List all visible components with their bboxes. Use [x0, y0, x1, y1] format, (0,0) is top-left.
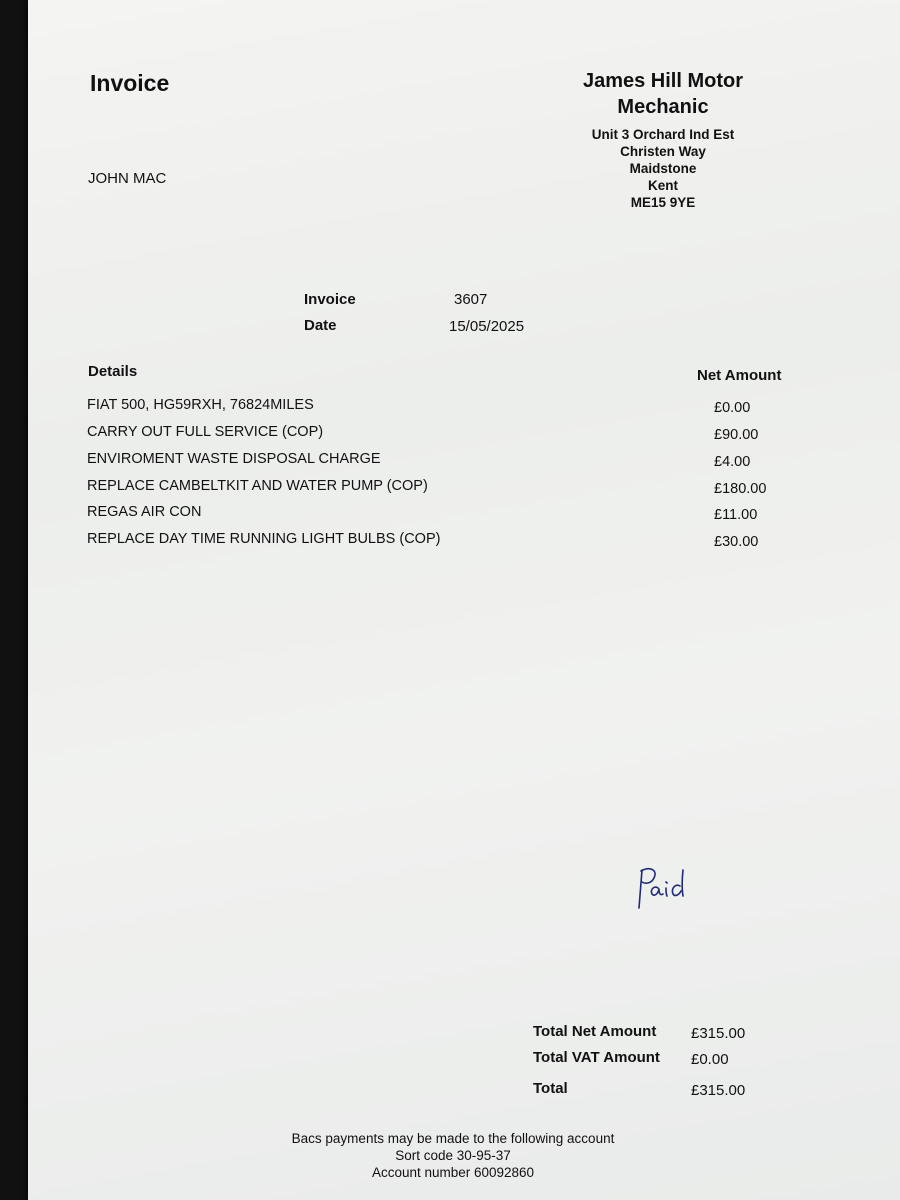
address-line: Maidstone — [629, 161, 697, 176]
customer-name: JOHN MAC — [88, 170, 167, 187]
line-item-desc: ENVIROMENT WASTE DISPOSAL CHARGE — [87, 451, 381, 467]
company-address — [548, 126, 778, 211]
address-line: Kent — [648, 178, 678, 193]
details-header: Details — [88, 363, 138, 380]
total-vat-label: Total VAT Amount — [533, 1049, 660, 1066]
invoice-title: Invoice — [90, 70, 170, 96]
date-value: 15/05/2025 — [449, 318, 525, 335]
bacs-footer — [218, 1130, 688, 1181]
line-item-amount: £180.00 — [714, 481, 767, 497]
company-name-line1: James Hill Motor — [582, 70, 744, 92]
date-label: Date — [304, 317, 337, 334]
line-item-amount: £11.00 — [714, 507, 758, 523]
line-item-desc: REGAS AIR CON — [87, 504, 202, 520]
address-line: Unit 3 Orchard Ind Est — [591, 127, 735, 142]
footer-line: Sort code 30-95-37 — [395, 1148, 511, 1163]
line-item-amount: £90.00 — [714, 427, 759, 443]
line-item-amount: £30.00 — [714, 534, 759, 550]
line-item-desc: FIAT 500, HG59RXH, 76824MILES — [87, 397, 314, 413]
invoice-number-value: 3607 — [454, 291, 488, 308]
line-item-amount: £4.00 — [714, 454, 751, 470]
grand-total-value: £315.00 — [691, 1082, 746, 1099]
line-item-amount: £0.00 — [714, 400, 751, 416]
net-amount-header: Net Amount — [697, 367, 782, 384]
company-block — [548, 68, 778, 211]
footer-line: Account number 60092860 — [371, 1165, 535, 1180]
total-net-value: £315.00 — [691, 1025, 746, 1042]
total-net-label: Total Net Amount — [533, 1023, 657, 1040]
company-name-line2: Mechanic — [617, 96, 709, 118]
handwritten-paid-note — [628, 858, 708, 918]
footer-line: Bacs payments may be made to the following account — [291, 1131, 615, 1146]
address-line: Christen Way — [620, 144, 706, 159]
invoice-paper — [28, 0, 900, 1200]
invoice-number-label: Invoice — [304, 291, 356, 308]
line-item-desc: REPLACE CAMBELTKIT AND WATER PUMP (COP) — [87, 478, 428, 494]
grand-total-label: Total — [533, 1080, 568, 1097]
address-line: ME15 9YE — [630, 195, 696, 210]
line-item-desc: REPLACE DAY TIME RUNNING LIGHT BULBS (COP) — [87, 531, 441, 547]
line-item-desc: CARRY OUT FULL SERVICE (COP) — [87, 424, 324, 440]
total-vat-value: £0.00 — [691, 1051, 729, 1068]
